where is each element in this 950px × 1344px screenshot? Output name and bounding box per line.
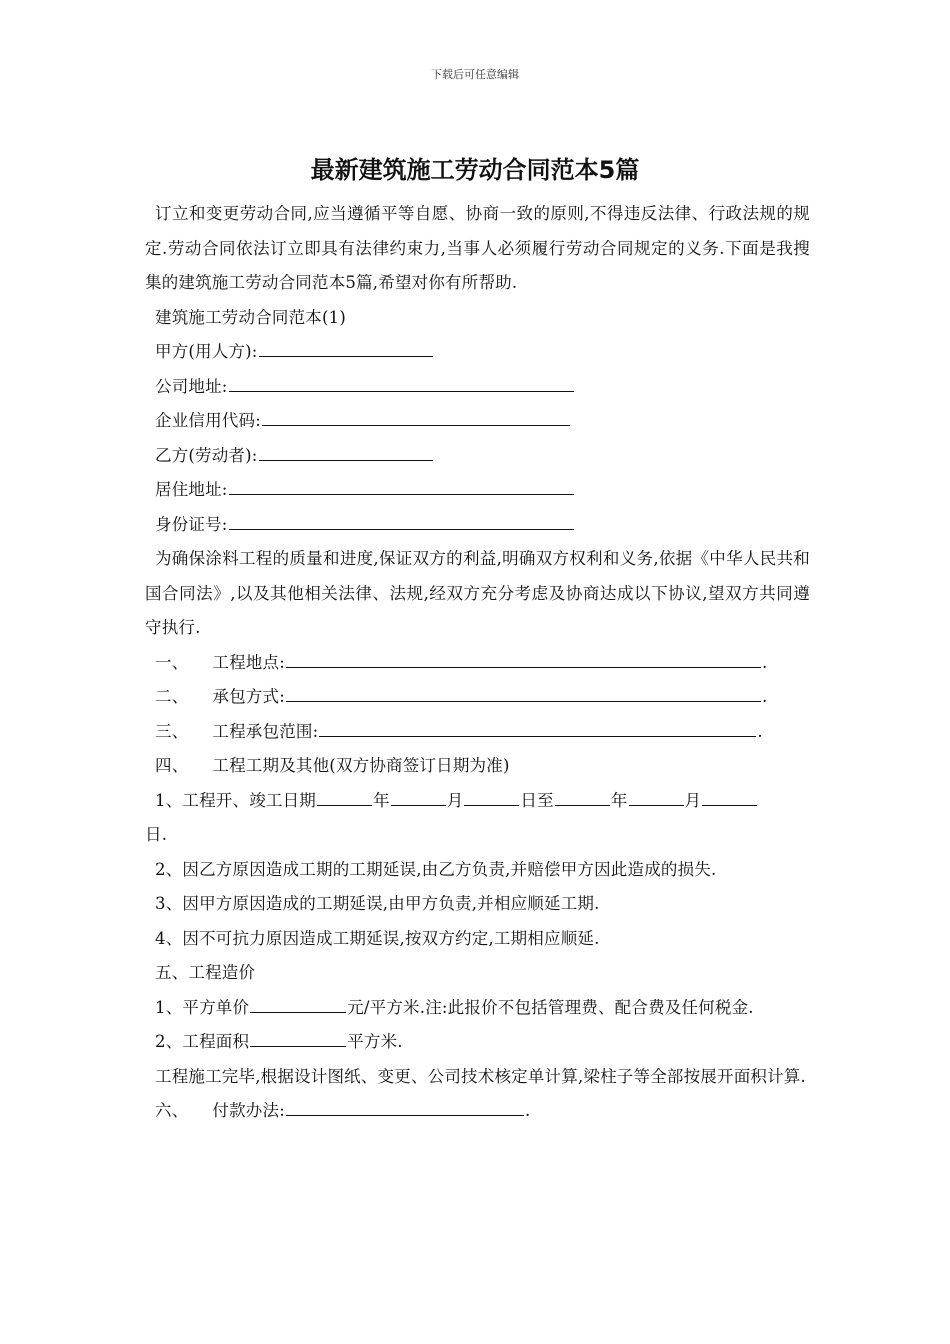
item-two-blank <box>286 681 761 702</box>
company-address-blank <box>229 371 574 392</box>
party-a-label: 甲方(用人方): <box>155 342 258 361</box>
payment-num: 六、 <box>155 1101 189 1120</box>
end-month-label: 月 <box>684 790 702 810</box>
credit-code-label: 企业信用代码: <box>155 411 261 430</box>
payment-dot: . <box>524 1101 531 1120</box>
item-four <box>145 749 810 784</box>
area-prefix: 2、工程面积 <box>155 1032 250 1051</box>
id-number-label: 身份证号: <box>155 514 228 534</box>
item-two <box>145 680 810 715</box>
end-day-blank <box>702 785 757 806</box>
item-one <box>145 646 810 681</box>
document-body <box>145 197 810 1129</box>
intro-paragraph: 订立和变更劳动合同,应当遵循平等自愿、协商一致的原则,不得违反法律、行政法规的规定.劳动合同依法订立即具有法律约束力,当事人必须履行劳动合同规定的义务.下面是我搜集的建筑施工劳动合同范本5篇,希望对你有所帮助. <box>145 204 810 292</box>
residence-label: 居住地址: <box>155 480 228 499</box>
page-header-note: 下载后可任意编辑 <box>431 68 519 81</box>
area-suffix: 平方米. <box>347 1032 403 1051</box>
party-b-label: 乙方(劳动者): <box>155 445 258 465</box>
party-b-field <box>145 439 810 474</box>
item-three-blank <box>319 716 756 737</box>
schedule-prefix: 1、工程开、竣工日期 <box>155 790 316 810</box>
party-b-blank <box>259 440 433 461</box>
end-month-blank <box>629 785 684 806</box>
id-number-blank <box>229 509 574 530</box>
item-four-num: 四、 <box>155 756 189 775</box>
item-two-num: 二、 <box>155 687 189 706</box>
start-year-blank <box>317 785 372 806</box>
purpose-paragraph: 为确保涂料工程的质量和进度,保证双方的利益,明确双方权利和义务,依据《中华人民共和国合同法》,以及其他相关法律、法规,经双方充分考虑及协商达成以下协议,望双方共同遵守执行. <box>145 549 810 637</box>
area-blank <box>250 1026 346 1047</box>
unit-price-suffix: 元/平方米.注:此报价不包括管理费、配合费及任何税金. <box>347 997 754 1017</box>
payment-blank <box>286 1095 524 1116</box>
start-month-blank <box>391 785 446 806</box>
schedule-clause-3: 3、因甲方原因造成的工期延误,由甲方负责,并相应顺延工期. <box>155 894 600 913</box>
document-title: 最新建筑施工劳动合同范本5篇 <box>310 156 640 184</box>
unit-price-blank <box>250 992 346 1013</box>
company-address-field <box>145 370 810 405</box>
schedule-line-1 <box>145 784 810 819</box>
party-a-blank <box>259 336 433 357</box>
credit-code-blank <box>262 405 570 426</box>
credit-code-field <box>145 404 810 439</box>
unit-price-prefix: 1、平方单价 <box>155 997 250 1017</box>
schedule-clause-4: 4、因不可抗力原因造成工期延误,按双方约定,工期相应顺延. <box>155 928 600 948</box>
item-three-dot: . <box>757 721 763 741</box>
day-to-label: 日至 <box>520 790 554 810</box>
company-address-label: 公司地址: <box>155 376 228 396</box>
item-one-label: 工程地点: <box>212 652 285 672</box>
month-label: 月 <box>446 790 464 810</box>
area-line <box>145 1025 810 1060</box>
year-label: 年 <box>373 790 390 810</box>
item-two-label: 承包方式: <box>212 687 285 706</box>
unit-price-line <box>145 991 810 1026</box>
item-two-dot: . <box>761 687 768 706</box>
party-a-field <box>145 335 810 370</box>
residence-blank <box>229 474 574 495</box>
start-day-blank <box>464 785 519 806</box>
item-one-num: 一、 <box>155 652 189 672</box>
cost-heading: 五、工程造价 <box>155 963 256 982</box>
payment-line <box>145 1094 810 1129</box>
item-four-label: 工程工期及其他(双方协商签订日期为准) <box>212 756 510 775</box>
residence-field <box>145 473 810 508</box>
payment-label: 付款办法: <box>212 1101 285 1120</box>
calc-paragraph: 工程施工完毕,根据设计图纸、变更、公司技术核定单计算,梁柱子等全部按展开面积计算. <box>155 1066 806 1086</box>
schedule-line-1-end: 日. <box>145 825 168 844</box>
id-number-field <box>145 508 810 543</box>
item-one-blank <box>286 647 761 668</box>
item-one-dot: . <box>761 652 768 672</box>
item-three-num: 三、 <box>155 721 189 741</box>
item-three-label: 工程承包范围: <box>212 721 319 741</box>
section-title: 建筑施工劳动合同范本(1) <box>155 307 346 327</box>
item-three <box>145 715 810 750</box>
end-year-blank <box>555 785 610 806</box>
end-year-label: 年 <box>610 790 628 810</box>
schedule-clause-2: 2、因乙方原因造成工期的工期延误,由乙方负责,并赔偿甲方因此造成的损失. <box>155 859 717 879</box>
